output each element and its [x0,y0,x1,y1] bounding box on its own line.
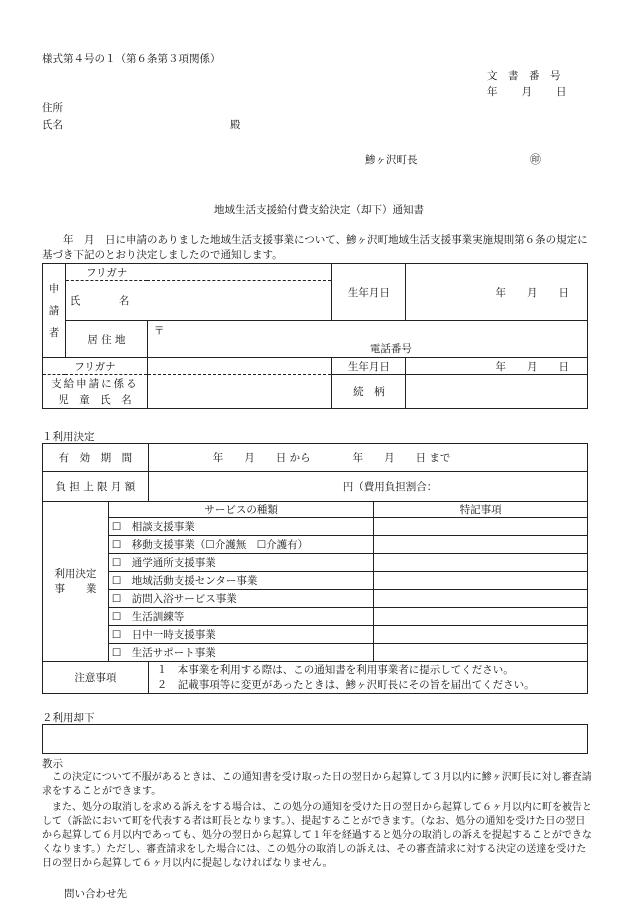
caution-label: 注意事項 [43,662,149,694]
honorific: 殿 [230,119,241,131]
service-row[interactable]: ☐ 通学通所支援事業 [108,554,373,572]
child-birth-field[interactable]: 年 月 日 [406,358,588,375]
notice-heading: 教示 [42,758,63,770]
service-note[interactable] [374,644,588,662]
service-row[interactable]: ☐ 地域活動支援センター事業 [108,572,373,590]
seal-mark: ㊞ [530,153,541,166]
document-number-label: 文 書 番 号 [487,70,561,82]
rejection-field[interactable] [42,724,588,754]
applicant-name-field[interactable] [147,281,332,321]
service-row[interactable]: ☐ 訪問入浴サービス事業 [108,590,373,608]
validity-field[interactable]: 年 月 日 から 年 月 日 まで [148,444,587,472]
applicant-furigana-field[interactable] [147,264,332,281]
validity-label: 有 効 期 間 [43,444,149,472]
document-title: 地域生活支援給付費支給決定（却下）通知書 [214,204,424,216]
applicant-birth-field[interactable]: 年 月 日 [406,264,588,321]
service-row[interactable]: ☐ 相談支援事業 [108,518,373,536]
postal-mark: 〒 [153,325,165,337]
issuer-name: 鯵ヶ沢町長 [365,154,418,166]
applicant-residence-field[interactable] [147,321,587,358]
applicant-name-label: 氏 名 [65,281,147,321]
section2-heading: ２利用却下 [42,712,95,724]
notes-header: 特記事項 [374,502,588,518]
notice-paragraph-1: この決定について不服があるときは、この通知書を受け取った日の翌日から起算して３月以内に鯵ヶ沢町長に対し審査請求をすることができます。 [42,772,592,797]
service-row[interactable]: ☐ 生活サポート事業 [108,644,373,662]
service-note[interactable] [374,518,588,536]
service-note[interactable] [374,626,588,644]
issue-date-label: 年 月 日 [487,86,568,98]
applicant-furigana-label: フリガナ [65,264,147,281]
applicant-residence-label: 居 住 地 [65,321,147,358]
service-row[interactable]: ☐ 日中一時支援事業 [108,626,373,644]
name-label: 氏名 [42,119,63,131]
child-furigana-label: フリガナ [43,358,148,375]
applicant-side-label: 申 請 者 [43,264,66,358]
caution-text: １ 本事業を利用する際は、この通知書を利用事業者に提示してください。 ２ 記載事項等に変更があったときは、鯵ヶ沢町長にその旨を届出てください。 [148,662,587,694]
intro-paragraph: 年 月 日に申請のありました地域生活支援事業について、鯵ヶ沢町地域生活支援事業実施規則第６条の規定に基づき下記のとおり決定しましたので通知します。 [42,234,588,261]
service-row[interactable]: ☐ 移動支援事業（☐介護無 ☐介護有） [108,536,373,554]
service-note[interactable] [374,608,588,626]
address-label: 住所 [42,102,63,114]
form-number: 様式第４号の１（第６条第３項関係） [42,53,221,65]
contact-label: 問い合わせ先 [64,888,127,900]
applicant-birth-label: 生年月日 [332,264,406,321]
child-name-label: 支給申請に係る 児 童 氏 名 [43,375,148,409]
applicant-table [42,263,588,409]
service-note[interactable] [374,536,588,554]
child-relation-label: 続 柄 [332,375,406,409]
service-note[interactable] [374,572,588,590]
section1-heading: １利用決定 [42,431,95,443]
child-name-field[interactable] [147,375,332,409]
phone-label: 電話番号 [369,343,412,355]
limit-label: 負 担 上 限 月 額 [43,472,149,502]
child-furigana-field[interactable] [147,358,332,375]
limit-field[interactable]: 円（費用負担割合： [148,472,587,502]
child-relation-field[interactable] [406,375,588,409]
services-label: 利用決定 事 業 [43,502,109,662]
service-note[interactable] [374,554,588,572]
service-row[interactable]: ☐ 生活訓練等 [108,608,373,626]
child-birth-label: 生年月日 [332,358,406,375]
services-header: サービスの種類 [108,502,373,518]
decision-table [42,443,588,694]
service-note[interactable] [374,590,588,608]
notice-paragraph-2: また、処分の取消しを求める訴えをする場合は、この処分の通知を受けた日の翌日から起算して６ヶ月以内に町を被告として（訴訟において町を代表する者は町長となります。）、提起することができます。（なお、処分の通知を受けた日の翌日から起算して６月以内であっても、処分の翌日から起算して１年を経過すると処分の取消しの訴えを提起することができなくなります。）ただし、審査請求をした場合には、この処分の取消しの訴えは、その審査請求に対する決定の送達を受けた日の翌日から起算して６ヶ月以内に提起しなければなりません。 [42,802,592,869]
